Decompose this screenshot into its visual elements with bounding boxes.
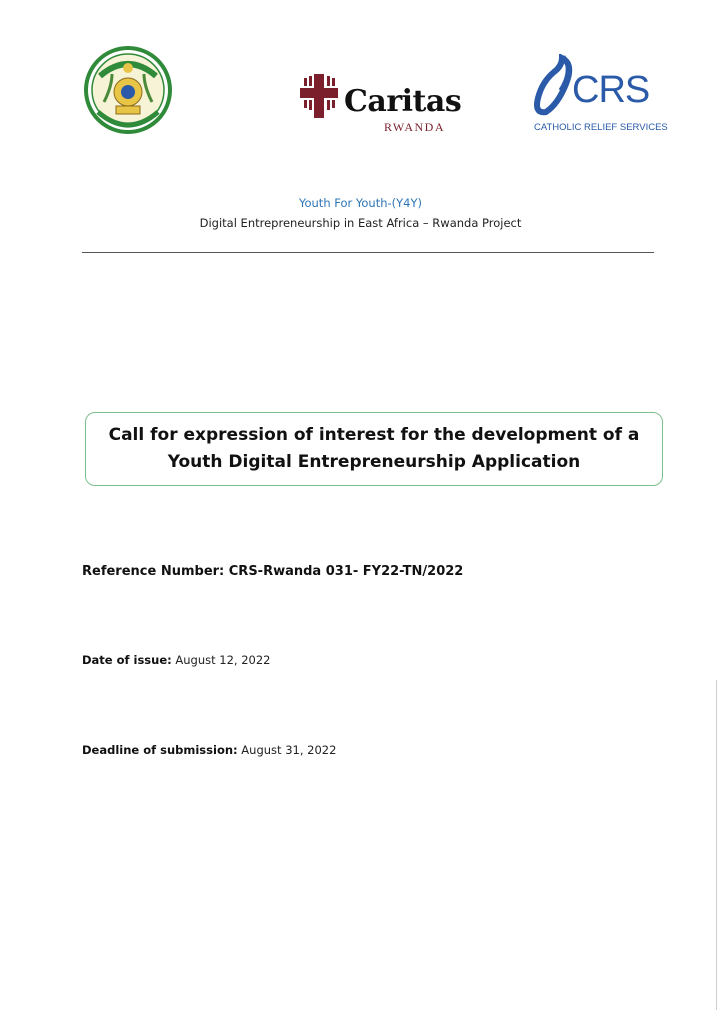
- document-title: [109, 422, 640, 476]
- crs-full-name: CATHOLIC RELIEF SERVICES: [534, 122, 668, 133]
- reference-number: Reference Number: CRS-Rwanda 031- FY22-TN/2022: [82, 564, 464, 579]
- date-of-issue-value: August 12, 2022: [175, 653, 271, 667]
- document-title-line-2: Youth Digital Entrepreneurship Application: [167, 452, 581, 472]
- deadline-value: August 31, 2022: [241, 743, 337, 757]
- date-of-issue: [82, 653, 271, 667]
- date-of-issue-label: Date of issue:: [82, 653, 172, 667]
- document-title-line-1: Call for expression of interest for the development of a: [108, 425, 640, 445]
- project-title: Youth For Youth-(Y4Y): [298, 196, 422, 210]
- scan-edge-line: [716, 680, 717, 1010]
- crs-wordmark: CRS: [572, 69, 650, 111]
- crs-logo: [532, 54, 668, 136]
- caritas-country-label: RWANDA: [384, 120, 446, 134]
- caritas-wordmark: Caritas: [344, 84, 462, 119]
- header-divider: [82, 252, 654, 253]
- project-subtitle: Digital Entrepreneurship in East Africa – Rwanda Project: [199, 216, 522, 230]
- caritas-rwanda-logo: [300, 72, 462, 138]
- deadline-label: Deadline of submission:: [82, 743, 238, 757]
- rwanda-coat-of-arms-logo: [82, 46, 174, 142]
- deadline-of-submission: [82, 743, 336, 757]
- document-title-box: [85, 412, 663, 486]
